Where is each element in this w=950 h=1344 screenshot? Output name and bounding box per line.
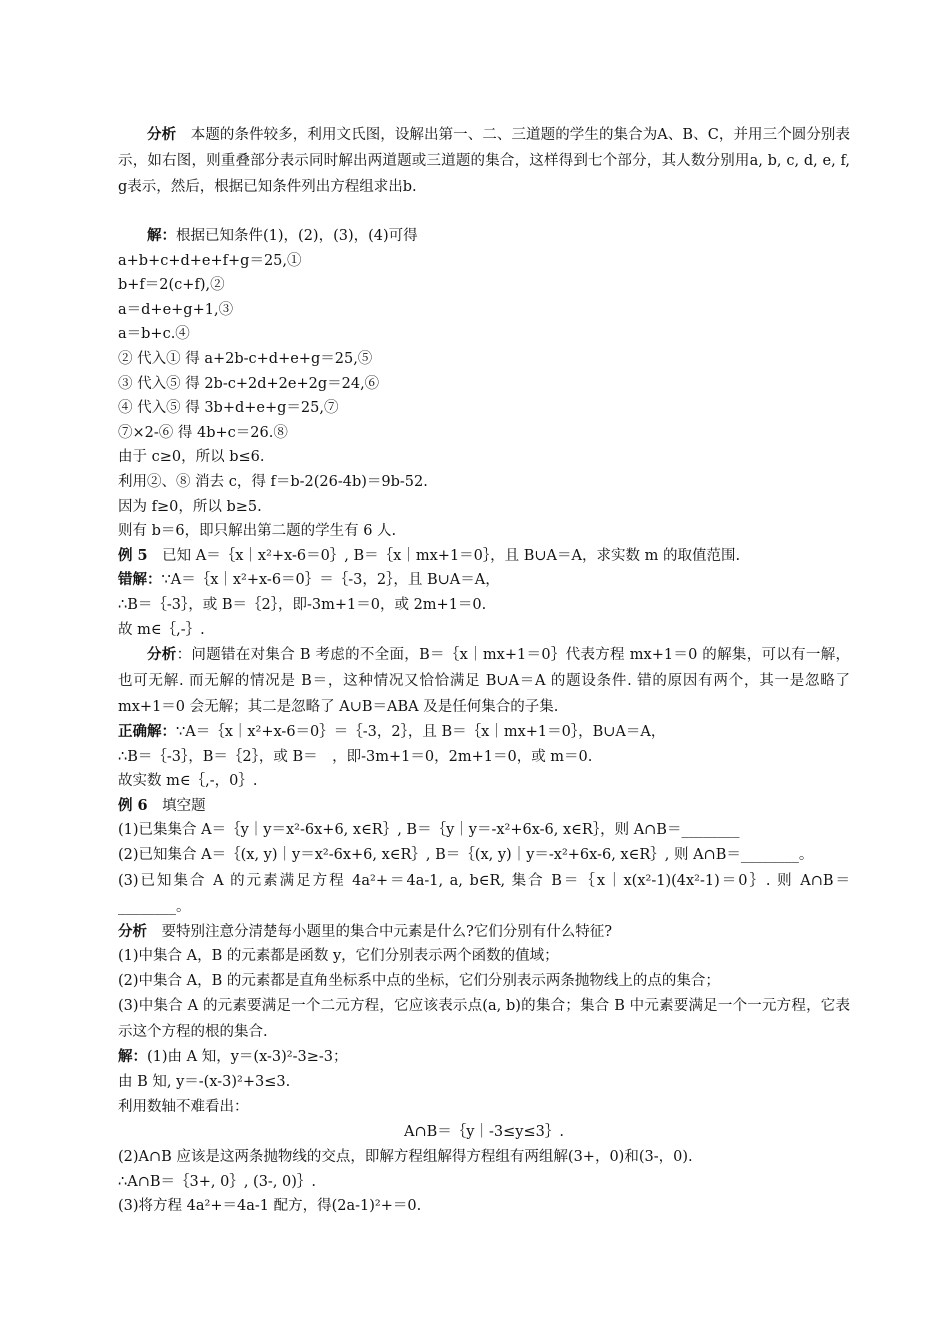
example6-analysis-lead: 要特别注意分清楚每小题里的集合中元素是什么?它们分别有什么特征?	[147, 923, 613, 940]
example6-question: (1)已集集合 A＝｛y｜y＝x²-6x+6, x∈R｝, B＝｛y｜y＝-x²+6x-6, x∈R｝，则 A∩B＝________	[118, 822, 740, 839]
solution-line: 利用数轴不难看出：	[118, 1098, 249, 1115]
solution-line: (3)将方程 4a²+＝4a-1 配方，得(2a-1)²+＝0.	[118, 1198, 422, 1215]
example6-solution-label: 解：	[118, 1048, 147, 1066]
equation-line: 则有 b＝6，即只解出第二题的学生有 6 人.	[118, 523, 397, 540]
right-solution-line	[118, 720, 850, 745]
analysis-item: (3)中集合 A 的元素要满足一个二元方程，它应该表示点(a, b)的集合；集合 B 中元素要满足一个一元方程，它表示这个方程的根的集合.	[118, 998, 850, 1041]
result-formula: A∩B＝｛y｜-3≤y≤3｝.	[404, 1124, 564, 1141]
right-solution-line: ∴B＝｛-3｝，B＝｛2｝，或 B＝ ，即-3m+1＝0，2m+1＝0，或 m＝0.	[118, 748, 593, 765]
intro-label: 分析	[147, 126, 177, 143]
solution-line: ∴A∩B＝｛3+, 0｝, (3-, 0)｝.	[118, 1173, 317, 1190]
example5-question	[118, 544, 850, 569]
example6-title	[118, 794, 850, 819]
example6-solution-heading	[118, 1045, 850, 1070]
solution-label: 解：	[147, 227, 176, 244]
solution-line: 由 B 知, y＝-(x-3)²+3≤3.	[118, 1074, 291, 1091]
example5-analysis-label: 分析	[147, 646, 177, 664]
right-solution-line: 故实数 m∈｛,-，0｝.	[118, 773, 258, 790]
example6-question: (2)已知集合 A＝｛(x, y)｜y＝x²-6x+6, x∈R｝, B＝｛(x, y)｜y＝-x²+6x-6, x∈R｝, 则 A∩B＝________。	[118, 847, 814, 864]
example5-label: 例 5	[118, 546, 148, 564]
solution-line: (2)A∩B 应该是这两条抛物线的交点，即解方程组解得方程组有两组解(3+，0)和(3-，0).	[118, 1149, 693, 1166]
analysis-item: (2)中集合 A，B 的元素都是直角坐标系中点的坐标，它们分别表示两条抛物线上的点的集合；	[118, 972, 720, 989]
wrong-solution-line: ∴B＝｛-3｝，或 B＝｛2｝，即-3m+1＝0，或 2m+1＝0.	[118, 596, 487, 613]
example6-analysis-label: 分析	[118, 922, 147, 940]
right-solution-text: ∵A＝｛x｜x²+x-6＝0｝＝｛-3，2｝，且 B＝｛x｜mx+1＝0｝，B∪A＝A，	[176, 724, 666, 741]
example6-solution-lead: (1)由 A 知，y＝(x-3)²-3≥-3；	[147, 1049, 348, 1066]
wrong-solution-text: ∵A＝｛x｜x²+x-6＝0｝＝｛-3，2｝，且 B∪A＝A，	[161, 572, 500, 589]
wrong-solution-label: 错解：	[118, 571, 162, 589]
equation-line: ② 代入① 得 a+2b-c+d+e+g＝25,⑤	[118, 350, 373, 367]
equation-line: ③ 代入⑤ 得 2b-c+2d+2e+2g＝24,⑥	[118, 375, 380, 392]
spacer	[118, 200, 850, 224]
equation-line: a+b+c+d+e+f+g＝25,①	[118, 252, 302, 269]
example5-analysis-text: ：问题错在对集合 B 考虑的不全面，B＝｛x｜mx+1＝0｝代表方程 mx+1＝0 的解集，可以有一解，也可无解. 而无解的情况是 B＝，这种情况又恰恰满足 B∪A＝A 的题设条件. 错的原因有两个，其一是忽略了 mx+1＝0 会无解；其二是忽略了 A∪B＝ABA 及是任何集合的子集.	[118, 647, 851, 716]
equation-line: 由于 c≥0，所以 b≤6.	[118, 449, 265, 466]
wrong-solution-line	[118, 568, 850, 593]
equation-line: 利用②、⑧ 消去 c，得 f＝b-2(26-4b)＝9b-52.	[118, 473, 428, 490]
example6-label: 例 6	[118, 796, 148, 814]
example6-question: (3)已知集合 A 的元素满足方程 4a²+＝4a-1, a, b∈R, 集合 B＝｛x｜x(x²-1)(4x²-1)＝0｝. 则 A∩B＝________。	[118, 872, 850, 915]
example5-analysis	[118, 642, 850, 720]
equation-line: b+f＝2(c+f),②	[118, 277, 225, 294]
solution-lead: 根据已知条件(1)，(2)，(3)，(4)可得	[176, 228, 418, 244]
example6-analysis-heading	[118, 920, 850, 945]
intro-paragraph	[118, 122, 850, 200]
equation-line: a＝d+e+g+1,③	[118, 301, 234, 318]
right-solution-label: 正确解：	[118, 723, 176, 741]
equation-line: ④ 代入⑤ 得 3b+d+e+g＝25,⑦	[118, 400, 339, 417]
equation-line: a＝b+c.④	[118, 326, 190, 343]
equation-line: 因为 f≥0，所以 b≥5.	[118, 498, 262, 515]
intro-text: 本题的条件较多，利用文氏图，设解出第一、二、三道题的学生的集合为A、B、C，并用三个圆分别表示，如右图，则重叠部分表示同时解出两道题或三道题的集合，这样得到七个部分，其人数分别用a, b, c, d, e, f, g表示，然后，根据已知条件列出方程组求出b.	[118, 127, 851, 195]
equation-line: ⑦×2-⑥ 得 4b+c＝26.⑧	[118, 424, 288, 441]
solution-heading	[118, 224, 850, 249]
example5-text: 已知 A＝｛x｜x²+x-6＝0｝, B＝｛x｜mx+1＝0｝，且 B∪A＝A，求实数 m 的取值范围.	[147, 547, 741, 564]
example6-title-text: 填空题	[147, 797, 206, 814]
analysis-item: (1)中集合 A，B 的元素都是函数 y，它们分别表示两个函数的值域；	[118, 948, 559, 965]
wrong-solution-line: 故 m∈｛,-｝.	[118, 621, 205, 638]
